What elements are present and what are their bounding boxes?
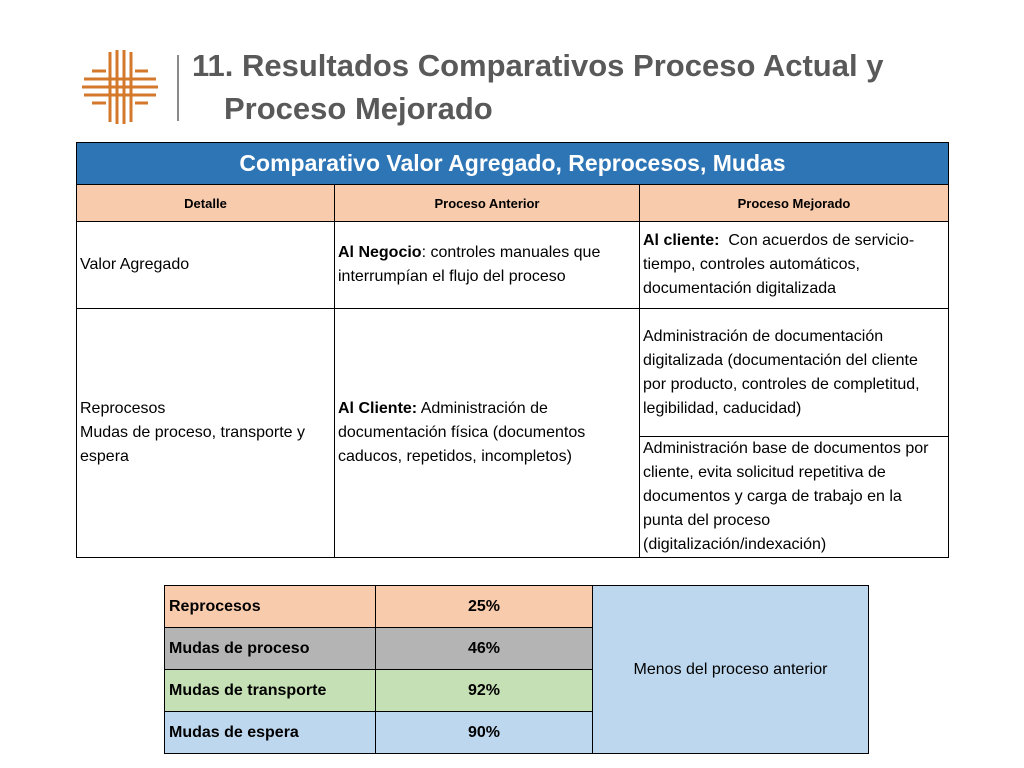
cell-text: : controles manuales que interrumpían el flujo del proceso <box>338 244 601 285</box>
page-title-line2: Proceso Mejorado <box>224 91 493 126</box>
summary-value: 46% <box>376 628 593 670</box>
cell-detalle-reprocesos <box>77 309 335 558</box>
cell-text: Mudas de proceso, transporte y espera <box>80 424 306 465</box>
summary-row <box>165 586 869 628</box>
cell-text: Con acuerdos de servicio-tiempo, controles automáticos, documentación digitalizada <box>643 232 915 297</box>
cell-anterior-valor-agregado <box>335 222 640 309</box>
summary-label: Mudas de espera <box>165 712 376 754</box>
table-row <box>77 309 949 437</box>
summary-label: Reprocesos <box>165 586 376 628</box>
barcode-logo-icon <box>82 50 158 124</box>
column-header-proceso-anterior: Proceso Anterior <box>335 185 640 222</box>
page-title <box>192 44 952 130</box>
cell-bold-prefix: Al cliente: <box>643 232 720 249</box>
summary-value: 90% <box>376 712 593 754</box>
table-row <box>77 222 949 309</box>
cell-bold-prefix: Al Negocio <box>338 244 422 261</box>
summary-table <box>164 585 869 754</box>
summary-label: Mudas de transporte <box>165 670 376 712</box>
comparison-table-title: Comparativo Valor Agregado, Reprocesos, Mudas <box>77 143 949 185</box>
comparison-table <box>76 142 949 558</box>
page-title-line1: 11. Resultados Comparativos Proceso Actual y <box>192 48 884 83</box>
column-header-detalle: Detalle <box>77 185 335 222</box>
summary-note: Menos del proceso anterior <box>593 586 869 754</box>
summary-label: Mudas de proceso <box>165 628 376 670</box>
cell-text: Reprocesos <box>80 400 166 417</box>
cell-mejorado-reprocesos-a: Administración de documentación digitalizada (documentación del cliente por producto, controles de completitud, legibilidad, caducidad) <box>640 309 949 437</box>
cell-bold-prefix: Al Cliente: <box>338 400 418 417</box>
cell-detalle-valor-agregado: Valor Agregado <box>77 222 335 309</box>
summary-value: 25% <box>376 586 593 628</box>
cell-text: Administración de documentación física (documentos caducos, repetidos, incompletos) <box>338 400 586 465</box>
cell-anterior-reprocesos <box>335 309 640 558</box>
cell-mejorado-reprocesos-b: Administración base de documentos por cliente, evita solicitud repetitiva de documentos y carga de trabajo en la punta del proceso (digitalización/indexación) <box>640 437 949 558</box>
cell-mejorado-valor-agregado <box>640 222 949 309</box>
summary-value: 92% <box>376 670 593 712</box>
column-header-proceso-mejorado: Proceso Mejorado <box>640 185 949 222</box>
title-divider <box>177 55 179 121</box>
